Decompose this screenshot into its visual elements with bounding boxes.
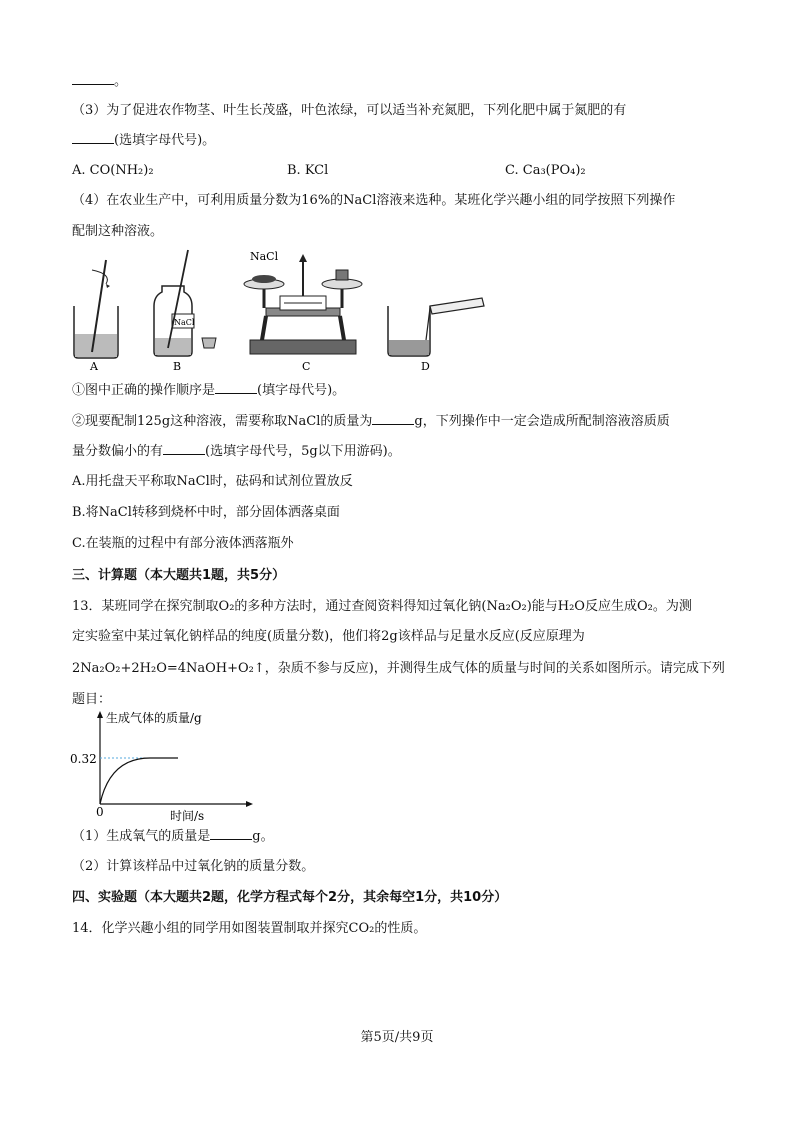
q12-sub2-line1: [72, 412, 670, 431]
q13-line3: 2Na₂O₂+2H₂O=4NaOH+O₂↑，杂质不参与反应)，并测得生成气体的质量与时间的关系如图所示。请完成下列: [72, 661, 725, 676]
balance-nacl-label: NaCl: [250, 250, 279, 263]
lab-operations-figure: [66, 248, 496, 376]
label-d: D: [421, 360, 430, 373]
q12-sub2-line2: [72, 442, 401, 461]
reagent-jar-figure: [154, 250, 216, 356]
q12-part3-line1: （3）为了促进农作物茎、叶生长茂盛，叶色浓绿，可以适当补充氮肥，下列化肥中属于氮肥的有: [72, 103, 627, 118]
label-c: C: [302, 360, 311, 373]
origin-label: 0: [96, 805, 104, 819]
q12-part4-line2: 配制这种溶液。: [72, 224, 164, 239]
answer-blank: [72, 72, 114, 85]
part3-suffix: (选填字母代号)。: [114, 133, 216, 148]
y-axis-arrow: [97, 711, 103, 718]
balance-figure: [244, 250, 362, 354]
sub1-suffix: (填字母代号)。: [257, 383, 346, 398]
x-axis-arrow: [246, 801, 253, 807]
choice-c: C.在装瓶的过程中有部分液体洒落瓶外: [72, 536, 294, 551]
q13-sub1-suffix: g。: [252, 829, 274, 844]
jar-label: NaCl: [174, 318, 195, 327]
answer-blank: [72, 131, 114, 144]
option-a: A. CO(NH₂)₂: [72, 163, 154, 178]
q13-line4: 题目：: [72, 692, 112, 707]
sub2-mid: g，下列操作中一定会造成所配制溶液溶质质: [414, 414, 670, 429]
q14-line1: 14．化学兴趣小组的同学用如图装置制取并探究CO₂的性质。: [72, 921, 427, 936]
choice-a: A.用托盘天平称取NaCl时，砝码和试剂位置放反: [72, 474, 353, 489]
option-c: C. Ca₃(PO₄)₂: [505, 163, 586, 178]
choice-b: B.将NaCl转移到烧杯中时，部分固体洒落桌面: [72, 505, 340, 520]
page-footer: 第5页/共9页: [360, 1030, 434, 1045]
option-b: B. KCl: [287, 163, 329, 178]
x-axis-label: 时间/s: [170, 809, 205, 823]
answer-blank: [372, 412, 414, 425]
sub2-line2-prefix: 量分数偏小的有: [72, 444, 164, 459]
label-b: B: [173, 360, 182, 373]
q12-part3-line2: [72, 131, 215, 150]
gas-mass-chart: [66, 708, 256, 826]
section-3-title: 三、计算题（本大题共1题，共5分）: [72, 568, 286, 583]
y-axis-label: 生成气体的质量/g: [106, 711, 202, 725]
q13-line1: 13．某班同学在探究制取O₂的多种方法时，通过查阅资料得知过氧化钠(Na₂O₂)能与H₂O反应生成O₂。为测: [72, 599, 692, 614]
sub2-line2-suffix: (选填字母代号，5g以下用游码)。: [205, 444, 401, 459]
period-mark: 。: [114, 74, 128, 89]
label-a: A: [90, 360, 98, 373]
q13-sub1: [72, 827, 274, 846]
y-tick-label: 0.32: [70, 752, 97, 766]
answer-blank: [215, 381, 257, 394]
gas-curve-line: [100, 758, 178, 804]
q13-sub2: （2）计算该样品中过氧化钠的质量分数。: [72, 859, 315, 874]
section-4-title: 四、实验题（本大题共2题，化学方程式每个2分，其余每空1分，共10分）: [72, 890, 508, 905]
q13-line2: 定实验室中某过氧化钠样品的纯度(质量分数)，他们将2g该样品与足量水反应(反应原理为: [72, 629, 585, 644]
answer-blank: [163, 442, 205, 455]
sub2-prefix: ②现要配制125g这种溶液，需要称取NaCl的质量为: [72, 414, 373, 429]
pouring-figure: [388, 298, 484, 356]
q12-part4-line1: （4）在农业生产中，可利用质量分数为16%的NaCl溶液来选种。某班化学兴趣小组的同学按照下列操作: [72, 193, 676, 208]
answer-line-tail: [72, 72, 127, 91]
q13-sub1-prefix: （1）生成氧气的质量是: [72, 829, 211, 844]
answer-blank: [210, 827, 252, 840]
q12-sub1: [72, 381, 345, 400]
sub1-prefix: ①图中正确的操作顺序是: [72, 383, 216, 398]
beaker-stirring-figure: [74, 260, 118, 358]
